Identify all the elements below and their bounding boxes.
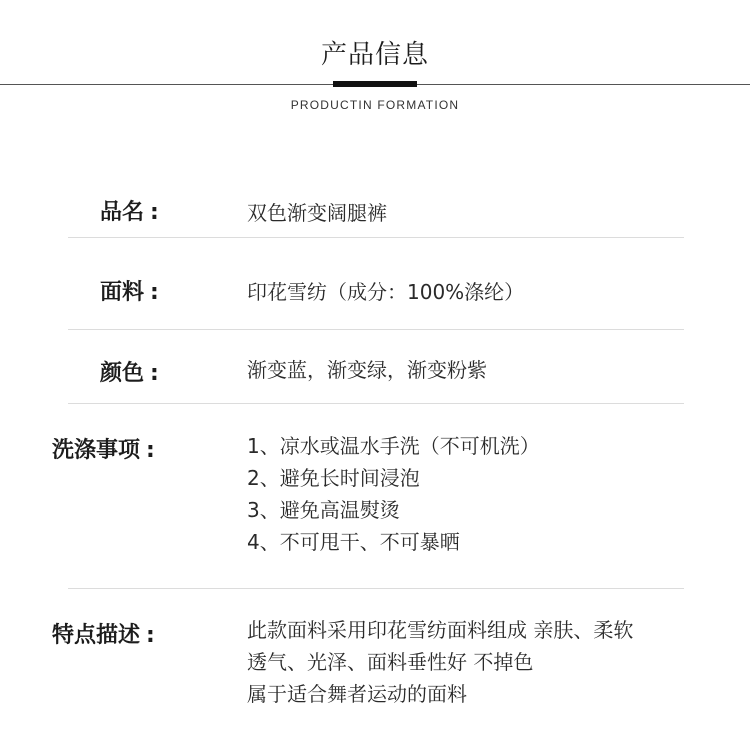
product-name-label bbox=[100, 195, 159, 226]
row-divider bbox=[68, 329, 684, 330]
washing-line: 3、避免高温熨烫 bbox=[247, 498, 400, 522]
washing-colon: : bbox=[146, 438, 155, 463]
row-divider bbox=[68, 237, 684, 238]
features-label bbox=[52, 618, 155, 649]
product-name-value: 双色渐变阔腿裤 bbox=[247, 201, 387, 225]
fabric-colon: : bbox=[150, 280, 159, 305]
row-divider bbox=[68, 403, 684, 404]
features-line: 此款面料采用印花雪纺面料组成 亲肤、柔软 bbox=[247, 618, 634, 642]
color-value: 渐变蓝，渐变绿，渐变粉紫 bbox=[247, 358, 487, 382]
washing-label-text: 洗涤事项 bbox=[52, 438, 141, 463]
washing-label bbox=[52, 433, 155, 464]
fabric-label-text: 面料 bbox=[100, 280, 145, 305]
product-name-label-text: 品名 bbox=[100, 200, 145, 225]
row-divider bbox=[68, 588, 684, 589]
fabric-label bbox=[100, 275, 159, 306]
features-line: 属于适合舞者运动的面料 bbox=[247, 682, 467, 706]
color-colon: : bbox=[150, 361, 159, 386]
product-name-colon: : bbox=[150, 200, 159, 225]
washing-line: 4、不可甩干、不可暴晒 bbox=[247, 530, 460, 554]
washing-line: 1、凉水或温水手洗（不可机洗） bbox=[247, 434, 540, 458]
page-subtitle: PRODUCTIN FORMATION bbox=[290, 98, 460, 112]
features-description bbox=[247, 614, 633, 710]
features-line: 透气、光泽、面料垂性好 不掉色 bbox=[247, 650, 534, 674]
color-label-text: 颜色 bbox=[100, 361, 145, 386]
header-accent-bar bbox=[333, 81, 417, 87]
fabric-value: 印花雪纺（成分：100%涤纶） bbox=[247, 280, 525, 304]
color-label bbox=[100, 356, 159, 387]
features-label-text: 特点描述 bbox=[52, 623, 141, 648]
washing-line: 2、避免长时间浸泡 bbox=[247, 466, 420, 490]
washing-instructions bbox=[247, 430, 540, 558]
page-title: 产品信息 bbox=[320, 40, 429, 70]
features-colon: : bbox=[146, 623, 155, 648]
